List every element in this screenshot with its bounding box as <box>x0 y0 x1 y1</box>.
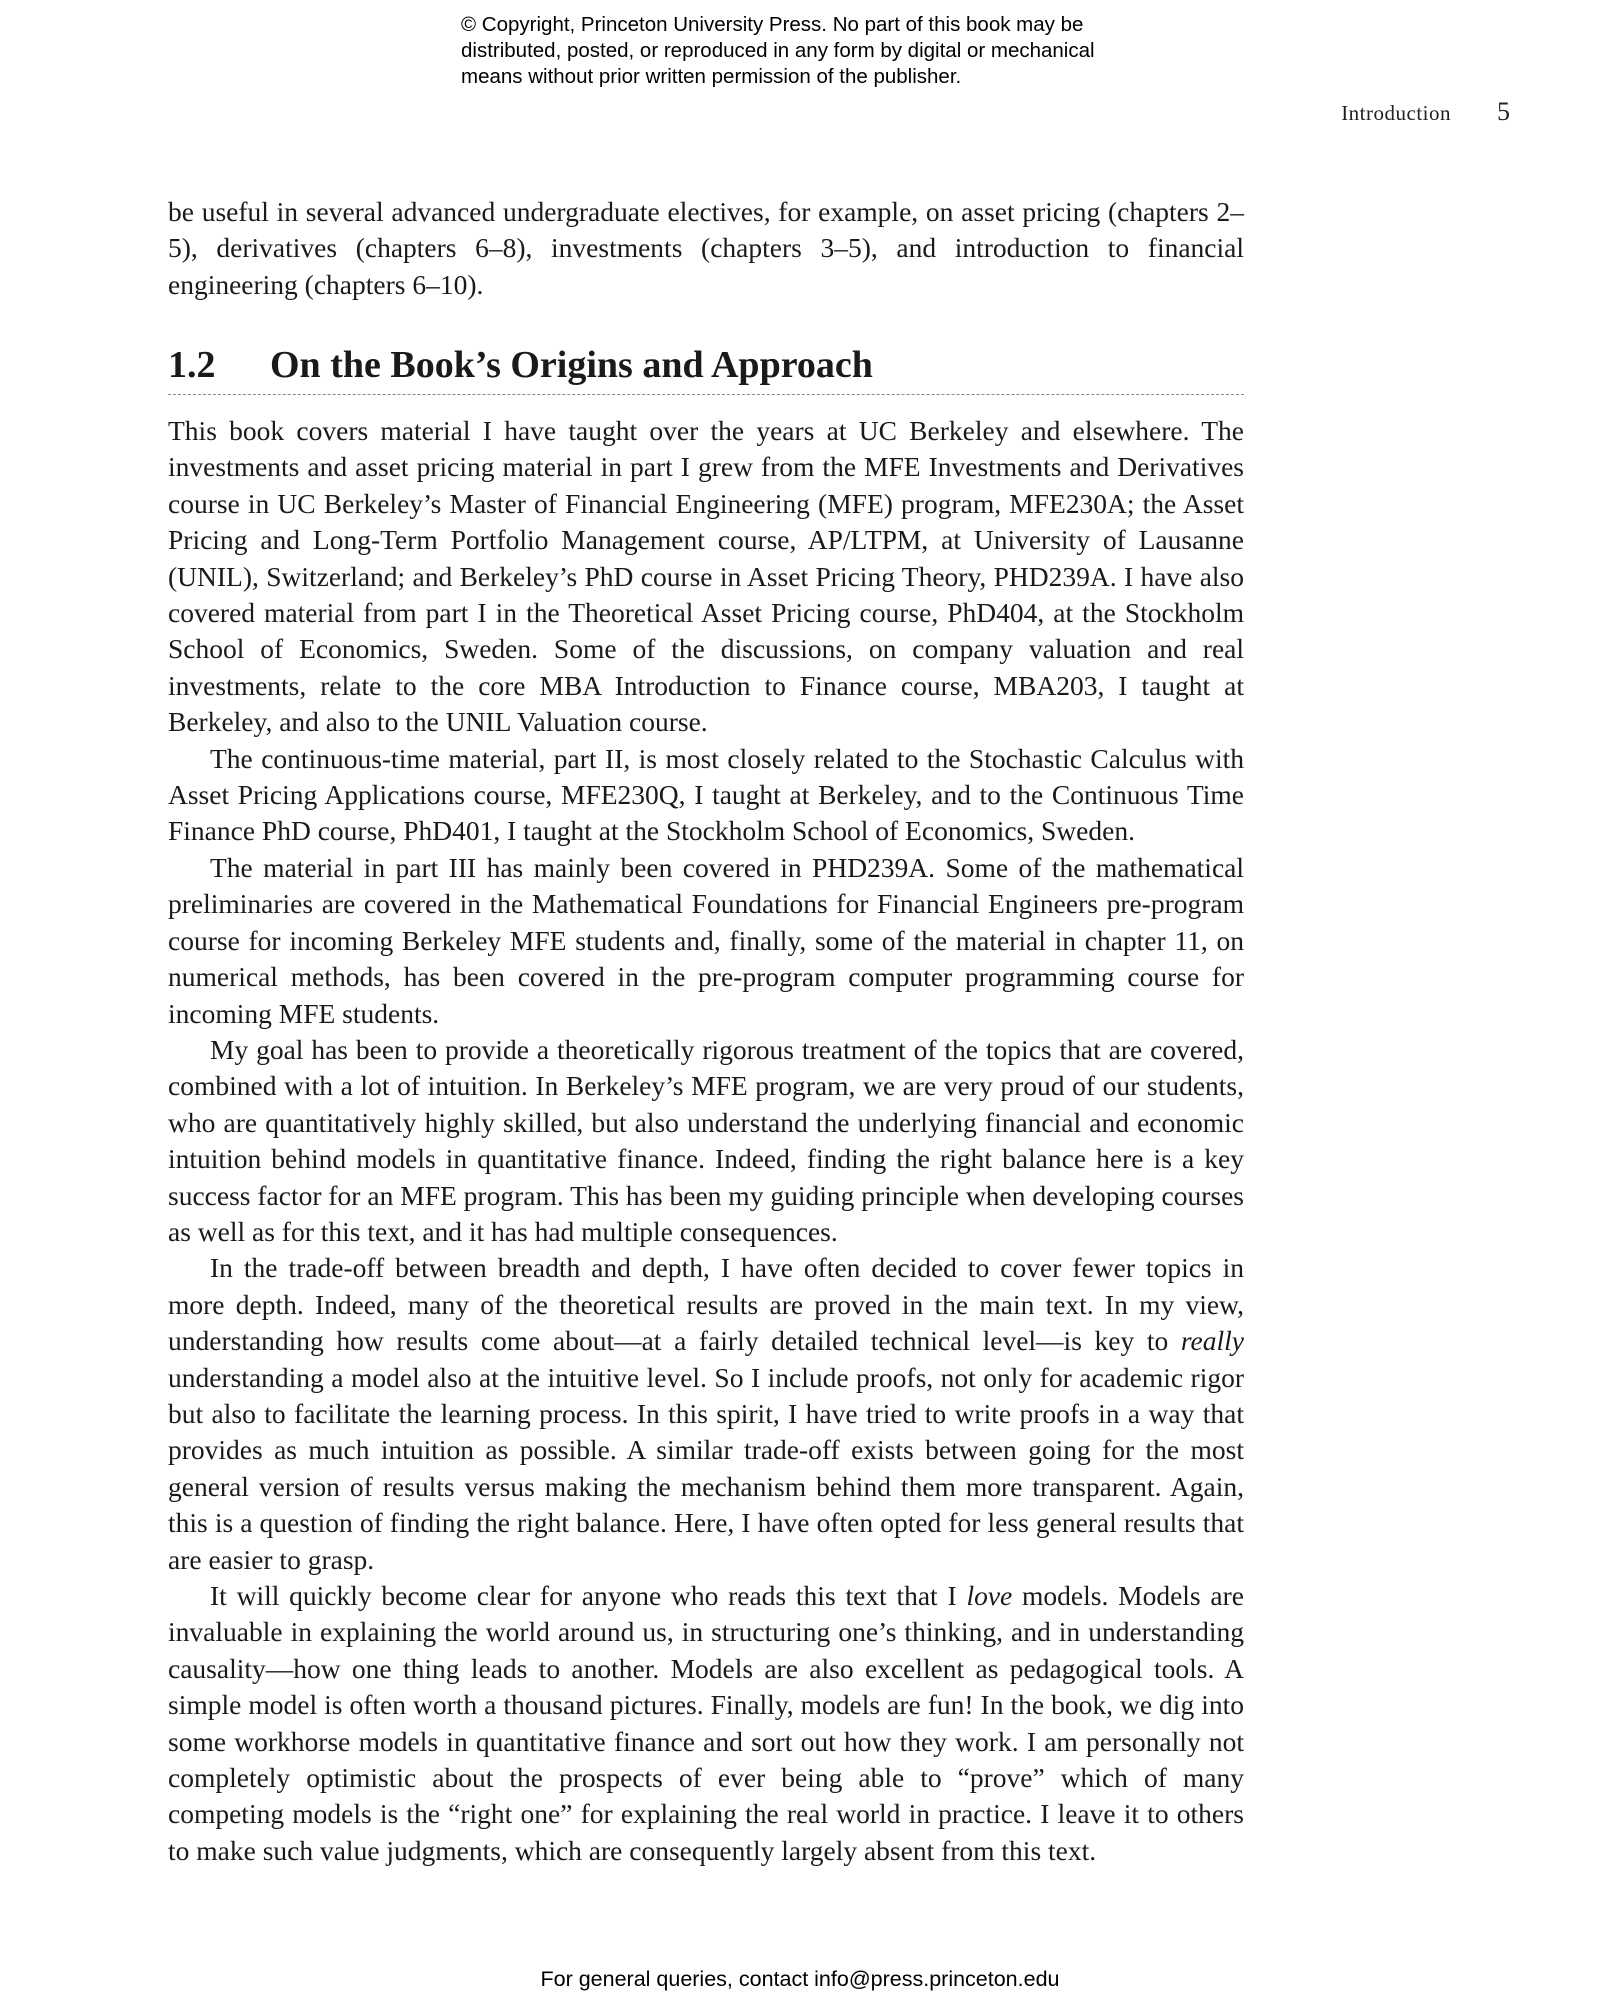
emphasis-text: really <box>1180 1325 1244 1357</box>
section-title: On the Book’s Origins and Approach <box>270 344 873 386</box>
copyright-line: means without prior written permission of the publisher. <box>461 65 962 88</box>
body-paragraph: This book covers material I have taught over the years at UC Berkeley and elsewhere. The investments and asset pricing material in part I grew from the MFE Investments and Derivatives course in UC Berkeley’s Master of Financial Engineering (MFE) program, MFE230A; the Asset Pricing and Long-Term Portfolio Management course, AP/LTPM, at University of Lausanne (UNIL), Switzerland; and Berkeley’s PhD course in Asset Pricing Theory, PHD239A. I have also covered material from part I in the Theoretical Asset Pricing course, PhD404, at the Stockholm School of Economics, Sweden. Some of the discussions, on company valuation and real investments, relate to the core MBA Introduction to Finance course, MBA203, I taught at Berkeley, and also to the UNIL Valuation course. <box>168 415 1244 738</box>
running-head-title: Introduction <box>1341 101 1451 125</box>
copyright-notice <box>461 12 1221 90</box>
copyright-line: © Copyright, Princeton University Press. No part of this book may be <box>461 13 1084 36</box>
paragraph-text: In the trade-off between breadth and depth, I have often decided to cover fewer topics in more depth. Indeed, many of the theoretical results are proved in the main text. In my view, understanding how results come about—at a fairly detailed technical level—is key to <box>168 1252 1244 1357</box>
running-head <box>1341 97 1510 127</box>
body-paragraph: My goal has been to provide a theoretically rigorous treatment of the topics that are covered, combined with a lot of intuition. In Berkeley’s MFE program, we are very proud of our students, who are quantitatively highly skilled, but also understand the underlying financial and economic intuition behind models in quantitative finance. Indeed, finding the right balance here is a key success factor for an MFE program. This has been my guiding principle when developing courses as well as for this text, and it has had multiple consequences. <box>168 1033 1244 1247</box>
body-paragraph: The material in part III has mainly been covered in PHD239A. Some of the mathematical preliminaries are covered in the Mathematical Foundations for Financial Engineers pre-program course for incoming Berkeley MFE students and, finally, some of the material in chapter 11, on numerical methods, has been covered in the pre-program computer programming course for incoming MFE students. <box>168 851 1244 1029</box>
paragraph-text: understanding a model also at the intuitive level. So I include proofs, not only for academic rigor but also to facilitate the learning process. In this spirit, I have tried to write proofs in a way that provides as much intuition as possible. A similar trade-off exists between going for the most general version of results versus making the mechanism behind them more transparent. Again, this is a question of finding the right balance. Here, I have often opted for less general results that are easier to grasp. <box>168 1361 1244 1575</box>
page-number: 5 <box>1497 97 1510 126</box>
intro-paragraph: be useful in several advanced undergraduate electives, for example, on asset pricing (chapters 2–5), derivatives (chapters 6–8), investments (chapters 3–5), and introduction to financial engineering (chapters 6–10). <box>168 196 1244 300</box>
emphasis-text: love <box>966 1580 1013 1611</box>
body-paragraph: The continuous-time material, part II, is most closely related to the Stochastic Calculus with Asset Pricing Applications course, MFE230Q, I taught at Berkeley, and to the Continuous Time Finance PhD course, PhD401, I taught at the Stockholm School of Economics, Sweden. <box>168 742 1244 847</box>
section-number: 1.2 <box>168 344 216 386</box>
body-paragraph <box>168 1250 1244 1578</box>
paragraph-text: models. Models are invaluable in explaining the world around us, in structuring one’s thinking, and in understanding causality—how one thing leads to another. Models are also excellent as pedagogical tools. A simple model is often worth a thousand pictures. Finally, models are fun! In the book, we dig into some workhorse models in quantitative finance and sort out how they work. I am personally not completely optimistic about the prospects of ever being able to “prove” which of many competing models is the “right one” for explaining the real world in practice. I leave it to others to make such value judgments, which are consequently largely absent from this text. <box>168 1580 1244 1866</box>
footer-contact: For general queries, contact info@press.princeton.edu <box>540 1967 1060 1991</box>
section-heading <box>168 340 1244 395</box>
section-body <box>168 413 1244 1869</box>
copyright-line: distributed, posted, or reproduced in any form by digital or mechanical <box>461 39 1095 62</box>
paragraph-text: It will quickly become clear for anyone who reads this text that I <box>210 1580 967 1611</box>
body-paragraph <box>168 1578 1244 1869</box>
